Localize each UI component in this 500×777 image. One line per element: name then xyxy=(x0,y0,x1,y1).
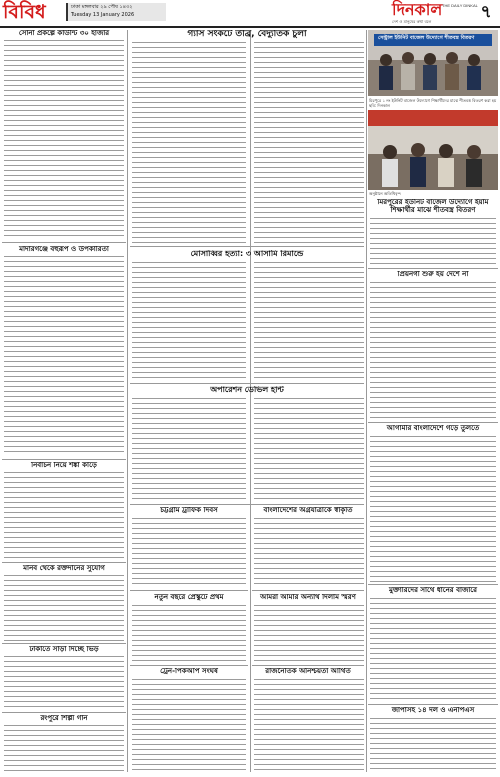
article-text xyxy=(132,605,246,663)
photo-2-image xyxy=(368,110,498,190)
headline-6: রংপুরে শিল্পী গান xyxy=(40,715,88,722)
article-text xyxy=(370,218,496,266)
article-text xyxy=(4,656,124,710)
headline-13: বাংলাদেশের অগ্রযাত্রাকে স্বীকৃতি xyxy=(263,507,353,514)
masthead-english: THE DAILY DINKAL xyxy=(442,3,478,8)
section-title: বিবিধ xyxy=(3,1,46,23)
headline-20: জাপাসহ ১৪ দল ও এনপিএস xyxy=(391,707,475,714)
headline-1: সোনা প্রকল্পে কাউন্টি ৩০ হাজার xyxy=(18,30,110,37)
headline-17: প্রিয়নগী শুরু হয় দেশে না xyxy=(397,271,469,278)
date-box xyxy=(66,3,166,21)
photo-2-caption: অনুষ্ঠানে অতিথিবৃন্দ xyxy=(369,191,401,196)
article-divider xyxy=(252,665,364,666)
article-text xyxy=(4,256,124,456)
article-text xyxy=(132,518,246,588)
column-rule xyxy=(366,30,367,772)
headline-9: অপারেশন ডেভিল হান্ট xyxy=(210,386,284,394)
date-bangla: ঢাকা মঙ্গলবার ২৯ পৌষ ১৪৩২ xyxy=(71,4,133,10)
article-divider xyxy=(2,459,126,460)
headline-5: ঢাকাতে সাড়া দিচ্ছে ভিড় xyxy=(29,646,99,653)
article-text xyxy=(132,398,246,502)
article-divider xyxy=(2,643,126,644)
photo-1-caption: মিরপুরে ১ নং ইউনিট বাজেল উদ্যোগে শিক্ষার্থীদের মাঝে শীতবস্ত্র বিতরণ করা হয় ছবি: দিনকাল xyxy=(369,98,497,108)
article-divider xyxy=(2,242,126,243)
article-text xyxy=(132,42,246,244)
article-divider xyxy=(130,665,248,666)
headline-11: নতুন বছরে প্রেস্কুটে প্রথম xyxy=(154,594,224,601)
headline-2: মাদারগঞ্জে বহুরূপ ও উপকারিতা xyxy=(19,246,109,253)
date-english: Tuesday 13 January 2026 xyxy=(71,12,135,18)
article-divider xyxy=(130,246,364,247)
article-text xyxy=(4,725,124,772)
headline-7: গ্যাস সংকটে তীব্র, বৈদ্যুতিক চুলা xyxy=(187,30,307,39)
page-header xyxy=(0,0,500,28)
headline-19: মুক্তারিদের সাথে ধানের বাজারে xyxy=(389,587,477,594)
headline-8: মোসাব্বির হত্যা: ৩ আসামি রিমান্ডে xyxy=(190,250,304,258)
article-divider xyxy=(368,268,498,269)
masthead-logo: দিনকাল xyxy=(392,0,443,19)
article-divider xyxy=(130,504,364,505)
headline-4: মানব থেকে রক্তদানের সুযোগ xyxy=(23,565,105,572)
article-text xyxy=(370,718,496,772)
headline-12: ট্রেন-পিকআপ সংঘর্ষ xyxy=(160,668,218,675)
article-divider xyxy=(252,590,364,591)
headline-3: নির্বাচন নিয়ে শঙ্কা কাড়ে xyxy=(31,462,97,469)
headline-10: চট্টগ্রাম ট্রাফিক দিবস xyxy=(160,507,218,514)
article-text xyxy=(132,262,246,380)
article-divider xyxy=(368,584,498,585)
article-text xyxy=(254,518,364,588)
column-rule xyxy=(127,30,128,772)
article-text xyxy=(254,605,364,663)
article-divider xyxy=(2,562,126,563)
article-divider xyxy=(368,704,498,705)
article-text xyxy=(254,679,364,772)
headline-18: আগামীর বাংলাদেশে গড়ে তুলতে xyxy=(386,425,480,432)
article-divider xyxy=(2,712,126,713)
article-text xyxy=(254,398,364,502)
article-text xyxy=(4,472,124,560)
article-divider xyxy=(368,422,498,423)
article-text xyxy=(4,575,124,641)
article-text xyxy=(254,42,364,244)
masthead-tagline: দেশ ও মানুষের কথা বলে xyxy=(392,19,432,24)
article-text xyxy=(370,598,496,702)
headline-16: মিরপুরের ইউনিট বাজেল উদ্যোগে ইয়াম শিক্ষার্থীর মাঝে শীতবস্ত্র বিতরণ xyxy=(377,199,489,214)
article-text xyxy=(370,436,496,582)
column-rule xyxy=(250,30,251,772)
photo-1-banner: সেন্ট্রাল ইউনিট বাজেল উদ্যোগে শীতবস্ত্র বিতরণ xyxy=(378,35,475,41)
article-divider xyxy=(130,383,364,384)
article-text xyxy=(4,40,124,240)
article-text xyxy=(132,679,246,772)
news-photo-1 xyxy=(368,30,498,96)
article-text xyxy=(254,262,364,380)
article-text xyxy=(370,282,496,420)
news-photo-2 xyxy=(368,110,498,190)
article-divider xyxy=(130,590,248,591)
page-number: ৭ xyxy=(480,2,492,22)
headline-14: আমরা আমার অন্যার্থ দিলাম স্মরণ xyxy=(260,594,356,601)
headline-15: রাজনৈতিক অনিশ্চয়তা আর্থিত xyxy=(265,668,351,675)
